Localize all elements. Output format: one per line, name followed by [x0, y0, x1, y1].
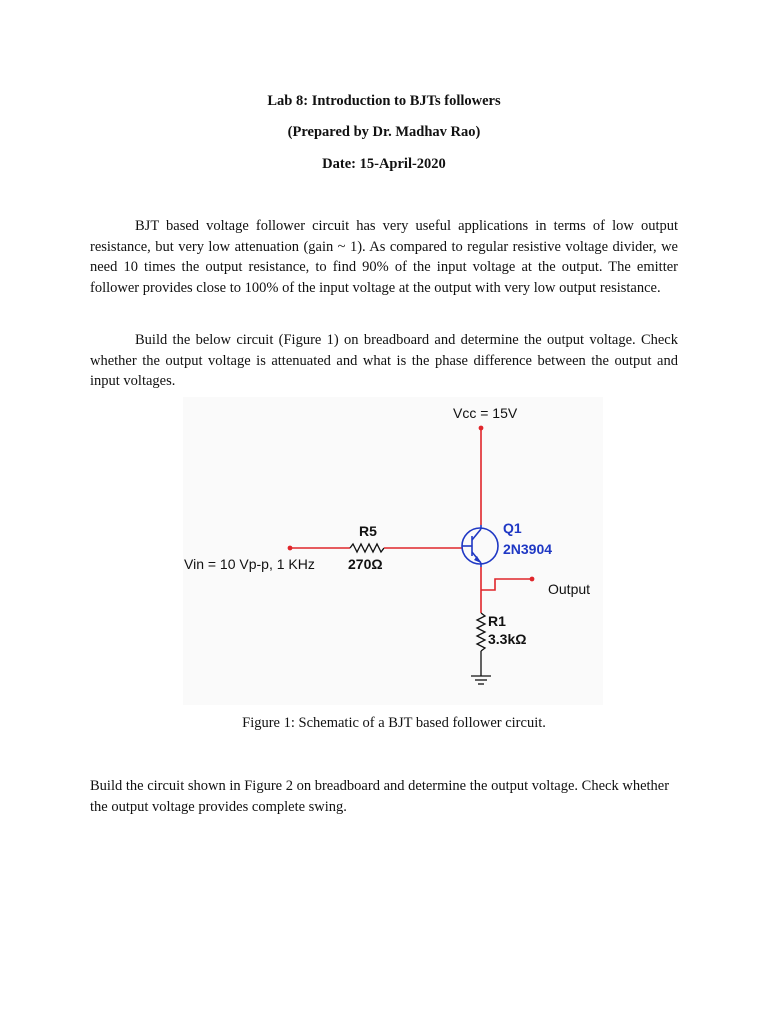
r5-name: R5	[359, 523, 377, 539]
r1-value: 3.3kΩ	[488, 631, 527, 647]
document-author: (Prepared by Dr. Madhav Rao)	[287, 124, 481, 140]
task1-paragraph: Build the below circuit (Figure 1) on breadboard and determine the output voltage. Check whether the output voltage is attenuated and what is the phase difference between the output and input voltages.	[90, 332, 678, 389]
emitter-arrow	[474, 556, 481, 563]
figure-caption: Figure 1: Schematic of a BJT based follower circuit.	[242, 715, 546, 731]
vcc-label: Vcc = 15V	[453, 405, 518, 421]
circuit-schematic	[183, 397, 603, 705]
vin-label: Vin = 10 Vp-p, 1 KHz	[184, 556, 315, 572]
transistor-q1	[462, 525, 498, 567]
output-wire	[481, 579, 532, 590]
intro-paragraph: BJT based voltage follower circuit has very useful applications in terms of low output resistance, but very low attenuation (gain ~ 1). As compared to regular resistive voltage divider, we need 10 times the output resistance, to find 90% of the input voltage at the output. The emitter follower provides close to 100% of the input voltage at the output with very low output resistance.	[90, 218, 678, 296]
output-label: Output	[548, 581, 591, 597]
vcc-node	[479, 426, 484, 431]
document-date: Date: 15-April-2020	[322, 156, 446, 172]
task2-paragraph: Build the circuit shown in Figure 2 on breadboard and determine the output voltage. Check whether the output voltage provides complete swing.	[90, 778, 670, 815]
r5-value: 270Ω	[348, 556, 383, 572]
r1-resistor	[477, 613, 485, 651]
r5-resistor	[350, 544, 384, 552]
document-title: Lab 8: Introduction to BJTs followers	[267, 93, 501, 109]
r1-name: R1	[488, 613, 506, 629]
q1-part: 2N3904	[503, 541, 553, 557]
q1-name: Q1	[503, 520, 522, 536]
output-node	[530, 577, 535, 582]
ground-icon	[471, 676, 491, 684]
